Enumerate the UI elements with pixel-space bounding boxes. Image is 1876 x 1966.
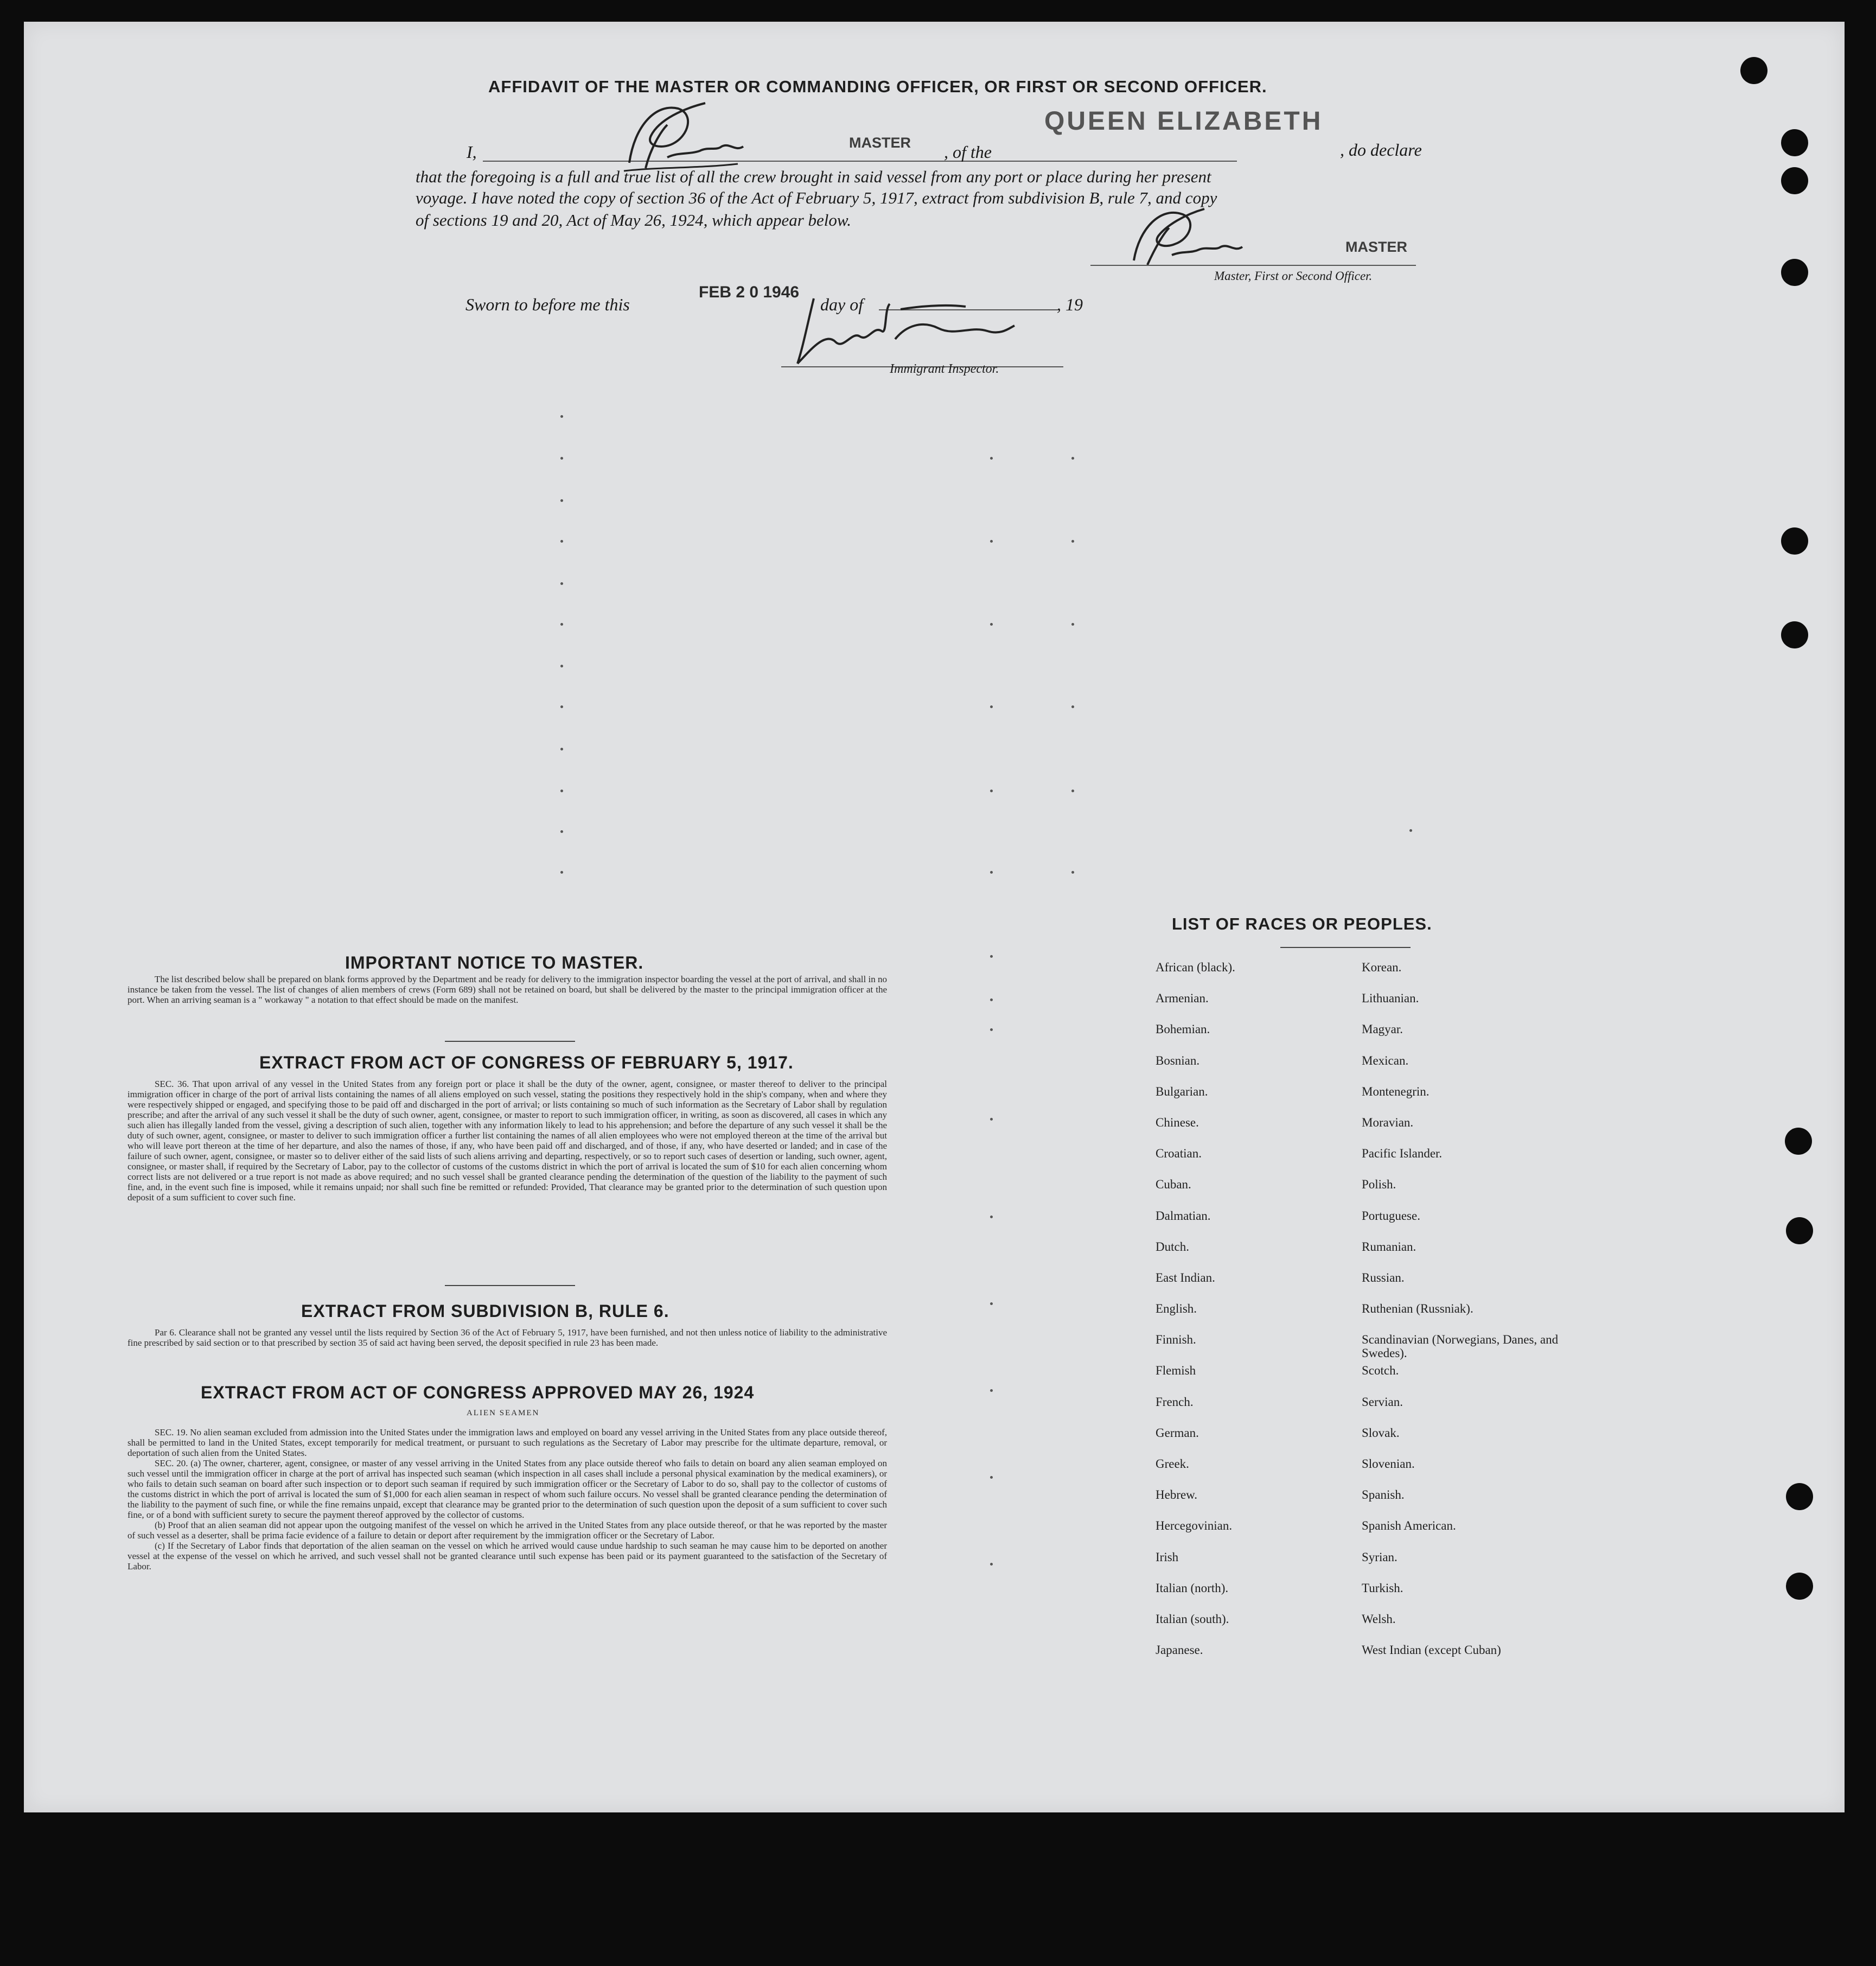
races-list [1156, 960, 1590, 1674]
race-name: Lithuanian. [1362, 991, 1419, 1006]
race-row [1156, 1457, 1590, 1488]
extract-1917-body: SEC. 36. That upon arrival of any vessel in the United States from any foreign port or place it shall be the duty of the owner, agent, consignee, or master thereof to deliver to the principal immigration officer in charge of the port of arrival lists containing the names of all aliens employed on such vessel, stating the positions they respectively hold in the ship's company, when and where they were respectively shipped or engaged, and specifying those to be paid off and discharged in the port of arrival; or lists containing so much of such information as the Secretary of Labor shall by regulation prescribe; and after the arrival of any such vessel it shall be the duty of such owner, agent, consignee, or master to report to such immigration officer, in writing, as soon as discovered, all cases in which any such alien has illegally landed from the vessel, giving a description of such alien, together with any information likely to lead to his apprehension; and before the departure of any such vessel it shall be the duty of such owner, agent, consignee, or master to deliver to such immigration officer a further list containing the names of all alien employees who were not employed thereon at the time of the arrival but who will leave port thereon at the time of her departure, and also the names of those, if any, who have been paid off and discharged, and of those, if any, who have deserted or landed; and in case of the failure of such owner, agent, consignee, or master so to deliver either of the said lists of such aliens arriving and departing, respectively, or so to report such cases of desertion or landing, such owner, agent, consignee, or master shall, if required by the Secretary of Labor, pay to the collector of customs of the customs district in which the port of arrival is located the sum of $10 for each alien concerning whom correct lists are not delivered or a true report is not made as above required; and no such vessel shall be granted clearance pending the determination of the question of the liability to the payment of such fine, and, in the event such fine is imposed, while it remains unpaid; nor shall such fine be remitted or refunded: Provided, That clearance may be granted prior to the determination of such question upon deposit of a sum sufficient to cover such fine. [127, 1079, 887, 1202]
race-name: Flemish [1156, 1364, 1196, 1378]
race-name: Greek. [1156, 1457, 1189, 1471]
race-row [1156, 1240, 1590, 1271]
race-name: African (black). [1156, 960, 1235, 974]
race-name: Portuguese. [1362, 1208, 1420, 1223]
race-name: Italian (north). [1156, 1581, 1229, 1595]
race-name: Slovak. [1362, 1426, 1400, 1440]
notice-body: The list described below shall be prepared on blank forms approved by the Department and be ready for delivery to the immigration inspector boarding the vessel at the port of arrival, and shall in no instance be taken from the vessel. The list of changes of alien members of crews (Form 689) shall not be retained on board, but shall be delivered by the master to the principal immigration officer at the port. When an arriving seaman is a " workaway " a notation to that effect should be made on the manifest. [127, 974, 887, 1005]
sworn-date-stamp: FEB 2 0 1946 [699, 283, 800, 301]
race-name: Russian. [1362, 1270, 1405, 1284]
notice-divider [445, 1041, 575, 1042]
extract-1924-subtitle: ALIEN SEAMEN [467, 1409, 540, 1417]
race-name: Finnish. [1156, 1333, 1196, 1347]
race-row [1156, 1085, 1590, 1116]
master-signature [613, 92, 760, 179]
race-row [1156, 1550, 1590, 1581]
punch-hole [1781, 621, 1808, 648]
subdivision-body: Par 6. Clearance shall not be granted any vessel until the lists required by Section 36 of the Act of February 5, 1917, have been furnished, and not then unless notice of liability to the administrative fine prescribed by said section or to that prescribed by section 35 of said act having been served, the deposit specified in rule 23 has been made. [127, 1327, 887, 1348]
punch-hole [1740, 57, 1767, 84]
officer-label: Master, First or Second Officer. [1214, 269, 1373, 283]
officer-signature [1123, 201, 1253, 271]
inspector-signature [792, 288, 1020, 369]
notice-title: IMPORTANT NOTICE TO MASTER. [345, 953, 644, 972]
punch-hole [1781, 527, 1808, 555]
affidavit-line-2: that the foregoing is a full and true list of all the crew brought in said vessel from any port or place during her present [416, 167, 1211, 186]
race-name: Bulgarian. [1156, 1084, 1208, 1098]
race-name: Croatian. [1156, 1147, 1202, 1161]
race-name: Slovenian. [1362, 1457, 1415, 1471]
affidavit-line-3: voyage. I have noted the copy of section 36 of the Act of February 5, 1917, extract from subdivision B, rule 7, and copy [416, 188, 1217, 207]
race-name: Spanish. [1362, 1488, 1405, 1502]
inspector-label: Immigrant Inspector. [890, 362, 999, 376]
race-name: Armenian. [1156, 991, 1209, 1006]
do-declare-label: , do declare [1340, 140, 1422, 160]
race-row [1156, 1643, 1590, 1674]
punch-hole [1786, 1217, 1813, 1244]
sec-20c: (c) If the Secretary of Labor finds that deportation of the alien seaman on the vessel on which he arrived would cause undue hardship to such seaman he may cause him to be deported on another vessel at the expense of the vessel on which he arrived, and such vessel shall not be granted clearance until such expense has been paid or its payment guaranteed to the satisfaction of the Secretary of Labor. [127, 1541, 887, 1571]
sec-20a: SEC. 20. (a) The owner, charterer, agent, consignee, or master of any vessel arriving in the United States from any place outside thereof who fails to detain on board any alien seaman employed on such vessel until the immigration officer in charge at the port of arrival has inspected such seaman (which inspection in all cases shall include a personal physical examination by the medical examiners), or who fails to detain such seaman on board after such inspection or to deport such seaman if required by such immigration officer or the Secretary of Labor to do so, shall pay to the collector of customs of the customs district in which the port of arrival is located the sum of $1,000 for each alien seaman in respect of whom such failure occurs. No vessel shall be granted clearance pending the determination of the liability to the payment of such fine, or while the fine remains unpaid, except that clearance may be granted prior to the determination of such question upon the deposit of a sum sufficient to cover such fine, or of a bond with sufficient surety to secure the payment thereof approved by the collector of customs. [127, 1458, 887, 1520]
race-name: West Indian (except Cuban) [1362, 1643, 1501, 1657]
race-name: Hercegovinian. [1156, 1519, 1233, 1533]
punch-hole [1786, 1483, 1813, 1510]
race-row [1156, 1147, 1590, 1178]
punch-hole [1781, 167, 1808, 194]
race-name: Chinese. [1156, 1115, 1199, 1129]
year-prefix-label: , 19 [1057, 295, 1083, 314]
affidavit-line-4: of sections 19 and 20, Act of May 26, 1924, which appear below. [416, 211, 852, 230]
race-row [1156, 1271, 1590, 1302]
of-the-label: , of the [944, 142, 992, 162]
race-name: Irish [1156, 1550, 1179, 1564]
race-name: Scotch. [1362, 1364, 1399, 1378]
race-name: Bosnian. [1156, 1053, 1200, 1067]
race-name: Ruthenian (Russniak). [1362, 1302, 1473, 1316]
day-of-label: day of [820, 295, 864, 314]
race-row [1156, 1302, 1590, 1333]
extract-1917-divider [445, 1285, 575, 1286]
race-name: Korean. [1362, 960, 1402, 974]
race-name: Bohemian. [1156, 1022, 1210, 1036]
race-name: East Indian. [1156, 1270, 1215, 1284]
master-stamp-2: MASTER [1345, 239, 1407, 255]
race-name: Cuban. [1156, 1178, 1191, 1192]
race-name: German. [1156, 1426, 1199, 1440]
race-name: Hebrew. [1156, 1488, 1198, 1502]
race-row [1156, 1333, 1590, 1364]
race-name: Dalmatian. [1156, 1208, 1211, 1223]
race-name: Pacific Islander. [1362, 1147, 1443, 1161]
affidavit-title: AFFIDAVIT OF THE MASTER OR COMMANDING OFFICER, OR FIRST OR SECOND OFFICER. [488, 77, 1267, 96]
race-name: Moravian. [1362, 1115, 1414, 1129]
race-name: Montenegrin. [1362, 1084, 1430, 1098]
extract-1917-title: EXTRACT FROM ACT OF CONGRESS OF FEBRUARY 5, 1917. [259, 1053, 794, 1072]
extract-1924-body [127, 1427, 887, 1571]
punch-hole [1781, 259, 1808, 286]
extract-1924-title: EXTRACT FROM ACT OF CONGRESS APPROVED MAY 26, 1924 [201, 1383, 755, 1402]
punch-hole [1786, 1573, 1813, 1600]
race-row [1156, 1581, 1590, 1612]
race-row [1156, 1364, 1590, 1395]
race-row [1156, 1209, 1590, 1240]
race-row [1156, 1116, 1590, 1147]
race-name: Scandinavian (Norwegians, Danes, and Swedes). [1362, 1333, 1559, 1360]
affidavit-i-label: I, [467, 142, 477, 162]
race-name: Mexican. [1362, 1053, 1409, 1067]
race-row [1156, 991, 1590, 1022]
sec-20b: (b) Proof that an alien seaman did not appear upon the outgoing manifest of the vessel on which he arrived in the United States from any place outside thereof, or that he was reported by the master of such vessel as a deserter, shall be prima facie evidence of a failure to detain or deport after requirement by the immigration officer or the Secretary of Labor. [127, 1520, 887, 1541]
race-row [1156, 1054, 1590, 1085]
race-name: Spanish American. [1362, 1519, 1456, 1533]
master-stamp: MASTER [849, 135, 911, 151]
subdivision-title: EXTRACT FROM SUBDIVISION B, RULE 6. [301, 1301, 669, 1321]
race-row [1156, 1426, 1590, 1457]
race-name: French. [1156, 1395, 1194, 1409]
race-name: Japanese. [1156, 1643, 1203, 1657]
races-title: LIST OF RACES OR PEOPLES. [1172, 914, 1432, 933]
punch-hole [1781, 129, 1808, 156]
races-divider [1280, 947, 1411, 948]
race-name: Welsh. [1362, 1612, 1396, 1626]
punch-hole [1785, 1128, 1812, 1155]
race-name: English. [1156, 1302, 1197, 1316]
race-name: Magyar. [1362, 1022, 1403, 1036]
race-row [1156, 1612, 1590, 1643]
race-name: Italian (south). [1156, 1612, 1229, 1626]
race-row [1156, 1519, 1590, 1550]
race-row [1156, 1488, 1590, 1519]
race-row [1156, 1395, 1590, 1426]
race-name: Rumanian. [1362, 1239, 1416, 1254]
race-row [1156, 1178, 1590, 1208]
race-row [1156, 1022, 1590, 1053]
officer-signature-line [1090, 265, 1416, 266]
race-name: Syrian. [1362, 1550, 1398, 1564]
race-name: Polish. [1362, 1178, 1396, 1192]
race-row [1156, 960, 1590, 991]
master-name-line [483, 161, 1237, 162]
race-name: Servian. [1362, 1395, 1403, 1409]
vessel-name-stamp: QUEEN ELIZABETH [1044, 107, 1323, 136]
race-name: Turkish. [1362, 1581, 1403, 1595]
sec-19: SEC. 19. No alien seaman excluded from admission into the United States under the immigration laws and employed on board any vessel arriving in the United States from any place outside thereof, shall be permitted to land in the United States, except temporarily for medical treatment, or pursuant to such regulations as the Secretary of Labor may prescribe for the ultimate departure, removal, or deportation of such alien from the United States. [127, 1427, 887, 1458]
sworn-label: Sworn to before me this [465, 295, 630, 314]
race-name: Dutch. [1156, 1239, 1189, 1254]
